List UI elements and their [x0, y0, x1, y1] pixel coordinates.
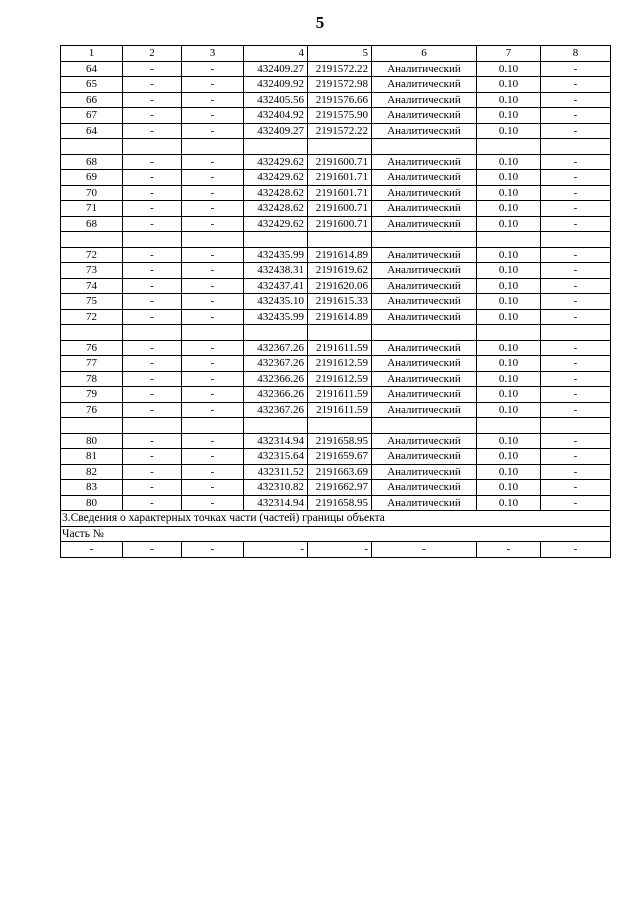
table-cell: 432405.56: [244, 92, 308, 108]
spacer-row: [61, 139, 611, 155]
table-cell: 2191663.69: [308, 464, 372, 480]
table-row: [61, 77, 611, 93]
table-cell: -: [541, 61, 611, 77]
table-cell: 76: [61, 402, 123, 418]
table-row: [61, 154, 611, 170]
table-cell: -: [182, 433, 244, 449]
table-cell: 0.10: [477, 340, 541, 356]
table-cell: Аналитический: [372, 387, 477, 403]
table-body: [61, 46, 611, 558]
empty-cell: [541, 418, 611, 434]
table-cell: Аналитический: [372, 402, 477, 418]
table-cell: -: [541, 402, 611, 418]
table-cell: 69: [61, 170, 123, 186]
table-cell: -: [541, 108, 611, 124]
table-cell: -: [541, 154, 611, 170]
table-cell: -: [182, 340, 244, 356]
table-cell: 0.10: [477, 402, 541, 418]
table-cell: -: [123, 77, 182, 93]
empty-cell: [182, 232, 244, 248]
table-row: [61, 387, 611, 403]
table-cell: 72: [61, 247, 123, 263]
table-cell: Аналитический: [372, 464, 477, 480]
table-cell: -: [123, 185, 182, 201]
table-cell: 64: [61, 61, 123, 77]
table-cell: -: [541, 263, 611, 279]
table-cell: Аналитический: [372, 154, 477, 170]
table-cell: 0.10: [477, 123, 541, 139]
table-cell: -: [541, 216, 611, 232]
table-cell: -: [541, 247, 611, 263]
table-cell: -: [123, 542, 182, 558]
table-cell: 432437.41: [244, 278, 308, 294]
table-cell: 432409.27: [244, 123, 308, 139]
table-cell: Аналитический: [372, 294, 477, 310]
table-cell: -: [123, 340, 182, 356]
table-cell: -: [123, 433, 182, 449]
table-cell: 80: [61, 433, 123, 449]
table-cell: 2191659.67: [308, 449, 372, 465]
table-cell: -: [182, 154, 244, 170]
table-cell: 0.10: [477, 263, 541, 279]
header-row: [61, 46, 611, 62]
table-row: [61, 247, 611, 263]
part-label: [61, 526, 611, 542]
table-cell: 0.10: [477, 92, 541, 108]
empty-cell: [477, 325, 541, 341]
table-cell: 0.10: [477, 185, 541, 201]
empty-cell: [372, 418, 477, 434]
empty-cell: [123, 418, 182, 434]
table-row: [61, 294, 611, 310]
table-cell: 72: [61, 309, 123, 325]
spacer-row: [61, 418, 611, 434]
table-cell: 2191601.71: [308, 185, 372, 201]
table-cell: -: [541, 77, 611, 93]
table-cell: 0.10: [477, 433, 541, 449]
table-cell: 2191600.71: [308, 154, 372, 170]
table-cell: 5: [308, 46, 372, 62]
empty-cell: [182, 139, 244, 155]
table-row: [61, 433, 611, 449]
table-cell: -: [541, 340, 611, 356]
table-cell: -: [541, 185, 611, 201]
table-cell: 432314.94: [244, 433, 308, 449]
table-cell: Аналитический: [372, 201, 477, 217]
empty-cell: [61, 139, 123, 155]
table-cell: 80: [61, 495, 123, 511]
table-cell: -: [182, 309, 244, 325]
table-cell: -: [541, 92, 611, 108]
section-title: [61, 511, 611, 527]
table-cell: -: [123, 480, 182, 496]
table-row: [61, 449, 611, 465]
table-cell: 74: [61, 278, 123, 294]
table-cell: -: [123, 123, 182, 139]
table-cell: Аналитический: [372, 61, 477, 77]
empty-cell: [123, 232, 182, 248]
table-cell: 2191572.98: [308, 77, 372, 93]
table-cell: -: [123, 371, 182, 387]
table-cell: 0.10: [477, 247, 541, 263]
table-cell: 432367.26: [244, 356, 308, 372]
table-cell: -: [541, 371, 611, 387]
table-cell: Аналитический: [372, 371, 477, 387]
table-cell: -: [541, 278, 611, 294]
table-cell: Аналитический: [372, 480, 477, 496]
table-cell: 432429.62: [244, 170, 308, 186]
table-cell: 432404.92: [244, 108, 308, 124]
table-cell: 432409.92: [244, 77, 308, 93]
table-row: [61, 356, 611, 372]
table-cell: 68: [61, 154, 123, 170]
table-cell: 68: [61, 216, 123, 232]
table-cell: -: [123, 278, 182, 294]
table-cell: 2: [123, 46, 182, 62]
empty-cell: [477, 418, 541, 434]
table-cell: -: [182, 216, 244, 232]
table-cell: Аналитический: [372, 92, 477, 108]
table-row: [61, 495, 611, 511]
table-cell: -: [182, 201, 244, 217]
table-cell: 0.10: [477, 387, 541, 403]
table-cell: 432435.99: [244, 247, 308, 263]
table-row: [61, 371, 611, 387]
empty-cell: [308, 139, 372, 155]
empty-cell: [308, 232, 372, 248]
table-cell: 2191611.59: [308, 387, 372, 403]
table-cell: 76: [61, 340, 123, 356]
table-cell: 67: [61, 108, 123, 124]
table-cell: -: [182, 108, 244, 124]
table-row: [61, 216, 611, 232]
table-cell: -: [541, 387, 611, 403]
page-number: 5: [315, 13, 325, 32]
table-cell: -: [123, 464, 182, 480]
empty-cell: [541, 139, 611, 155]
table-row: [61, 278, 611, 294]
table-cell: -: [182, 542, 244, 558]
table-cell: 2191620.06: [308, 278, 372, 294]
table-cell: 432367.26: [244, 402, 308, 418]
table-cell: -: [541, 309, 611, 325]
table-cell: 432435.99: [244, 309, 308, 325]
table-cell: Аналитический: [372, 278, 477, 294]
table-cell: -: [182, 92, 244, 108]
table-cell: -: [123, 263, 182, 279]
table-cell: 64: [61, 123, 123, 139]
table-cell: Аналитический: [372, 170, 477, 186]
table-cell: -: [182, 61, 244, 77]
table-cell: 432429.62: [244, 154, 308, 170]
section-title-text: 3.Сведения о характерных точках части (частей) границы объекта: [61, 511, 611, 527]
empty-cell: [244, 325, 308, 341]
table-cell: 432428.62: [244, 201, 308, 217]
coordinates-table: [60, 45, 611, 558]
table-cell: Аналитический: [372, 263, 477, 279]
table-cell: -: [541, 495, 611, 511]
table-cell: 0.10: [477, 61, 541, 77]
table-cell: 81: [61, 449, 123, 465]
table-cell: -: [541, 542, 611, 558]
table-cell: -: [182, 371, 244, 387]
table-cell: -: [541, 356, 611, 372]
table-cell: 0.10: [477, 495, 541, 511]
table-cell: -: [182, 495, 244, 511]
table-cell: -: [123, 294, 182, 310]
table-cell: -: [308, 542, 372, 558]
table-cell: -: [123, 61, 182, 77]
table-cell: Аналитический: [372, 108, 477, 124]
table-cell: Аналитический: [372, 77, 477, 93]
table-cell: -: [182, 480, 244, 496]
table-row: [61, 480, 611, 496]
table-cell: 432315.64: [244, 449, 308, 465]
table-cell: -: [182, 77, 244, 93]
table-cell: 0.10: [477, 371, 541, 387]
table-cell: -: [123, 387, 182, 403]
table-cell: -: [541, 464, 611, 480]
table-cell: -: [123, 108, 182, 124]
table-cell: Аналитический: [372, 309, 477, 325]
table-row: [61, 123, 611, 139]
table-cell: 78: [61, 371, 123, 387]
table-cell: -: [182, 464, 244, 480]
table-cell: 0.10: [477, 216, 541, 232]
empty-cell: [244, 232, 308, 248]
table-cell: 7: [477, 46, 541, 62]
empty-cell: [372, 139, 477, 155]
table-cell: -: [123, 449, 182, 465]
table-row: [61, 201, 611, 217]
table-row: [61, 108, 611, 124]
table-cell: -: [182, 449, 244, 465]
table-cell: -: [541, 201, 611, 217]
table-cell: 2191601.71: [308, 170, 372, 186]
table-cell: Аналитический: [372, 356, 477, 372]
table-cell: -: [123, 402, 182, 418]
table-cell: -: [182, 387, 244, 403]
table-cell: Аналитический: [372, 340, 477, 356]
table-cell: 83: [61, 480, 123, 496]
table-cell: 0.10: [477, 154, 541, 170]
table-row: [61, 61, 611, 77]
empty-cell: [182, 418, 244, 434]
table-cell: -: [182, 356, 244, 372]
table-cell: -: [541, 123, 611, 139]
table-cell: -: [541, 294, 611, 310]
empty-cell: [308, 325, 372, 341]
table-cell: -: [123, 201, 182, 217]
table-cell: 432366.26: [244, 387, 308, 403]
table-cell: 432428.62: [244, 185, 308, 201]
table-cell: 0.10: [477, 309, 541, 325]
table-cell: -: [123, 154, 182, 170]
table-cell: -: [541, 449, 611, 465]
table-cell: Аналитический: [372, 449, 477, 465]
table-cell: 2191611.59: [308, 402, 372, 418]
table-cell: 2191612.59: [308, 371, 372, 387]
table-cell: -: [182, 170, 244, 186]
table-cell: 2191614.89: [308, 309, 372, 325]
table-cell: 2191612.59: [308, 356, 372, 372]
table-cell: Аналитический: [372, 495, 477, 511]
spacer-row: [61, 325, 611, 341]
table-cell: -: [541, 480, 611, 496]
table-cell: 2191572.22: [308, 123, 372, 139]
table-cell: 2191615.33: [308, 294, 372, 310]
empty-cell: [372, 232, 477, 248]
empty-cell: [123, 325, 182, 341]
empty-cell: [61, 325, 123, 341]
table-cell: 2191614.89: [308, 247, 372, 263]
table-cell: -: [182, 278, 244, 294]
empty-cell: [477, 232, 541, 248]
table-cell: -: [182, 247, 244, 263]
empty-cell: [244, 418, 308, 434]
table-cell: 2191572.22: [308, 61, 372, 77]
table-cell: 75: [61, 294, 123, 310]
table-cell: 66: [61, 92, 123, 108]
table-row: [61, 340, 611, 356]
table-cell: 0.10: [477, 77, 541, 93]
table-cell: 2191619.62: [308, 263, 372, 279]
table-cell: 0.10: [477, 464, 541, 480]
table-cell: -: [182, 263, 244, 279]
table-cell: Аналитический: [372, 247, 477, 263]
table-cell: 2191662.97: [308, 480, 372, 496]
table-cell: 0.10: [477, 356, 541, 372]
empty-cell: [244, 139, 308, 155]
table-cell: 0.10: [477, 449, 541, 465]
empty-cell: [541, 232, 611, 248]
table-cell: Аналитический: [372, 123, 477, 139]
table-cell: -: [123, 92, 182, 108]
table-cell: 77: [61, 356, 123, 372]
table-cell: Аналитический: [372, 433, 477, 449]
table-cell: -: [182, 294, 244, 310]
table-cell: 432311.52: [244, 464, 308, 480]
table-cell: -: [61, 542, 123, 558]
table-cell: 0.10: [477, 294, 541, 310]
table-cell: Аналитический: [372, 216, 477, 232]
table-cell: -: [123, 170, 182, 186]
table-cell: -: [477, 542, 541, 558]
empty-cell: [541, 325, 611, 341]
empty-cell: [477, 139, 541, 155]
table-cell: -: [123, 247, 182, 263]
table-cell: 432366.26: [244, 371, 308, 387]
table-cell: 0.10: [477, 278, 541, 294]
final-row: [61, 542, 611, 558]
part-label-text: Часть №: [61, 526, 611, 542]
table-cell: 2191611.59: [308, 340, 372, 356]
table-cell: 432310.82: [244, 480, 308, 496]
table-cell: 8: [541, 46, 611, 62]
table-cell: 82: [61, 464, 123, 480]
table-cell: 70: [61, 185, 123, 201]
table-cell: 4: [244, 46, 308, 62]
table-cell: 71: [61, 201, 123, 217]
table-cell: 432367.26: [244, 340, 308, 356]
table-cell: -: [123, 356, 182, 372]
table-cell: -: [182, 185, 244, 201]
empty-cell: [123, 139, 182, 155]
table-cell: -: [182, 402, 244, 418]
table-cell: 3: [182, 46, 244, 62]
empty-cell: [308, 418, 372, 434]
table-cell: 73: [61, 263, 123, 279]
empty-cell: [372, 325, 477, 341]
table-row: [61, 170, 611, 186]
table-cell: -: [372, 542, 477, 558]
table-cell: -: [541, 433, 611, 449]
empty-cell: [61, 418, 123, 434]
table-cell: -: [182, 123, 244, 139]
table-cell: 2191600.71: [308, 216, 372, 232]
table-cell: 0.10: [477, 170, 541, 186]
table-cell: -: [244, 542, 308, 558]
table-cell: 2191658.95: [308, 495, 372, 511]
table-row: [61, 402, 611, 418]
table-cell: 432409.27: [244, 61, 308, 77]
table-cell: 432429.62: [244, 216, 308, 232]
table-row: [61, 185, 611, 201]
table-row: [61, 309, 611, 325]
table-cell: 2191658.95: [308, 433, 372, 449]
table-cell: 1: [61, 46, 123, 62]
table-cell: 432438.31: [244, 263, 308, 279]
spacer-row: [61, 232, 611, 248]
table-cell: 0.10: [477, 480, 541, 496]
table-cell: -: [123, 495, 182, 511]
table-cell: 2191576.66: [308, 92, 372, 108]
empty-cell: [182, 325, 244, 341]
table-cell: 432314.94: [244, 495, 308, 511]
table-cell: -: [541, 170, 611, 186]
table-row: [61, 464, 611, 480]
table-cell: 79: [61, 387, 123, 403]
table-cell: 2191575.90: [308, 108, 372, 124]
table-cell: 65: [61, 77, 123, 93]
empty-cell: [61, 232, 123, 248]
table-cell: -: [123, 216, 182, 232]
table-cell: Аналитический: [372, 185, 477, 201]
table-row: [61, 263, 611, 279]
table-cell: 0.10: [477, 201, 541, 217]
table-cell: 6: [372, 46, 477, 62]
table-cell: 432435.10: [244, 294, 308, 310]
table-cell: 2191600.71: [308, 201, 372, 217]
table-cell: 0.10: [477, 108, 541, 124]
table-row: [61, 92, 611, 108]
table-cell: -: [123, 309, 182, 325]
